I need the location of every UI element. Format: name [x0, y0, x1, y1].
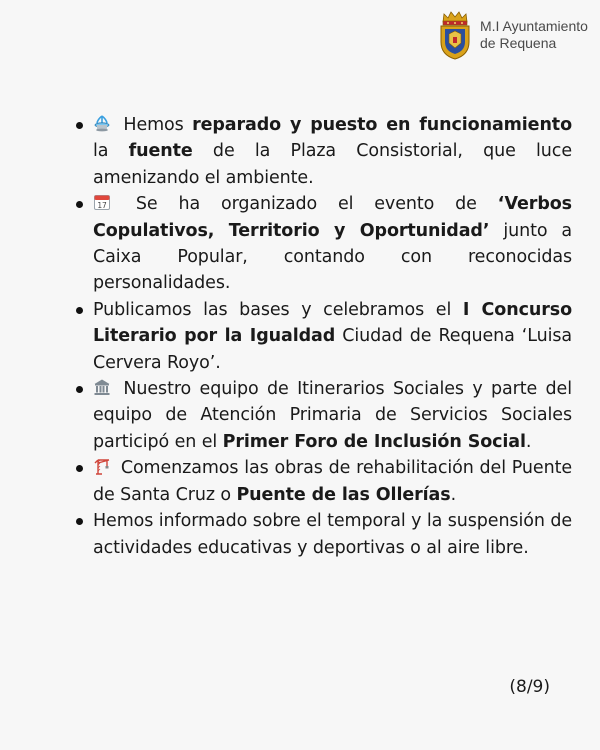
org-name-line2: de Requena: [480, 35, 557, 51]
fountain-icon: [93, 114, 111, 132]
list-item: Publicamos las bases y celebramos el I Concurso Literario por la Igualdad Ciudad de Requena ‘Luisa Cervera Royo’.: [93, 297, 572, 376]
header: [438, 10, 588, 60]
classical-building-icon: [93, 378, 111, 396]
list-item: 17 Se ha organizado el evento de ‘Verbos Copulativos, Territorio y Oportunidad’ junto a Caixa Popular, contando con reconocidas personalidades.: [93, 191, 572, 297]
page-indicator: (8/9): [509, 677, 550, 697]
list-item: Hemos reparado y puesto en funcionamiento la fuente de la Plaza Consistorial, que luce amenizando el ambiente.: [93, 112, 572, 191]
list-item: Nuestro equipo de Itinerarios Sociales y parte del equipo de Atención Primaria de Servicios Sociales participó en el Primer Foro de Inclusión Social.: [93, 376, 572, 455]
organization-name: [480, 18, 588, 52]
list-item: Comenzamos las obras de rehabilitación del Puente de Santa Cruz o Puente de las Ollerías.: [93, 455, 572, 508]
news-bullet-list: [70, 112, 572, 561]
calendar-icon: [93, 193, 111, 211]
construction-crane-icon: [93, 457, 111, 475]
org-name-line1: M.I Ayuntamiento: [480, 18, 588, 34]
list-item: Hemos informado sobre el temporal y la suspensión de actividades educativas y deportivas o al aire libre.: [93, 508, 572, 561]
svg-text:17: 17: [97, 201, 107, 211]
coat-of-arms-icon: [438, 10, 472, 60]
